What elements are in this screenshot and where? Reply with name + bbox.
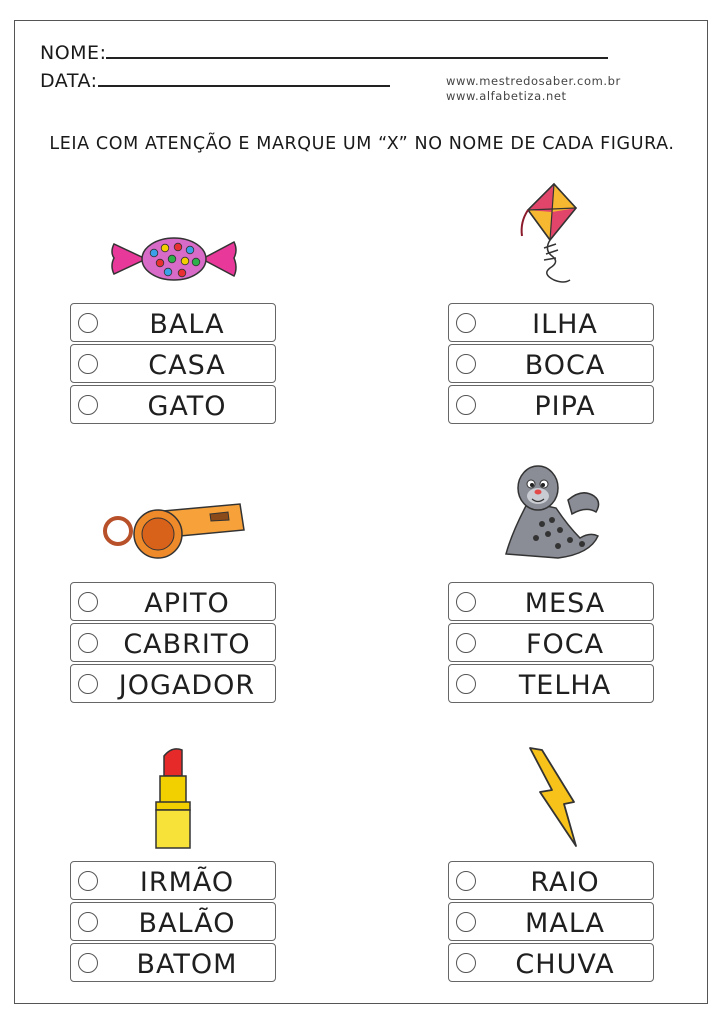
options-seal: [448, 582, 654, 705]
radio-circle[interactable]: [78, 633, 98, 653]
option-label: BOCA: [524, 350, 606, 381]
instruction-text: LEIA COM ATENÇÃO E MARQUE UM “X” NO NOME DE CADA FIGURA.: [49, 134, 675, 154]
radio-circle[interactable]: [78, 354, 98, 374]
radio-circle[interactable]: [78, 871, 98, 891]
option-label: BATOM: [136, 949, 238, 980]
radio-circle[interactable]: [456, 313, 476, 333]
radio-circle[interactable]: [456, 592, 476, 612]
radio-circle[interactable]: [78, 395, 98, 415]
option-label: FOCA: [525, 629, 605, 660]
option-row[interactable]: [70, 623, 276, 662]
radio-circle[interactable]: [456, 395, 476, 415]
option-row[interactable]: [70, 943, 276, 982]
radio-circle[interactable]: [78, 674, 98, 694]
site-url-1: www.mestredosaber.com.br: [446, 74, 621, 88]
radio-circle[interactable]: [456, 953, 476, 973]
radio-circle[interactable]: [456, 871, 476, 891]
name-row: [40, 42, 608, 64]
option-label: CABRITO: [123, 629, 251, 660]
option-label: CASA: [148, 350, 226, 381]
date-label: DATA:: [40, 70, 98, 92]
site-url-2: www.alfabetiza.net: [446, 89, 567, 103]
option-label: PIPA: [534, 391, 596, 422]
option-row[interactable]: [448, 385, 654, 424]
name-field[interactable]: [106, 57, 608, 59]
option-row[interactable]: [448, 582, 654, 621]
options-lightning: [448, 861, 654, 984]
options-candy: [70, 303, 276, 426]
radio-circle[interactable]: [78, 313, 98, 333]
option-row[interactable]: [448, 303, 654, 342]
option-row[interactable]: [70, 385, 276, 424]
radio-circle[interactable]: [78, 953, 98, 973]
option-label: RAIO: [530, 867, 600, 898]
option-label: MALA: [525, 908, 605, 939]
radio-circle[interactable]: [78, 912, 98, 932]
name-label: NOME:: [40, 42, 107, 64]
kite-image: [514, 180, 588, 290]
radio-circle[interactable]: [456, 354, 476, 374]
lipstick-image: [150, 746, 196, 850]
option-row[interactable]: [70, 344, 276, 383]
option-label: BALÃO: [138, 908, 236, 939]
radio-circle[interactable]: [78, 592, 98, 612]
option-label: BALA: [149, 309, 225, 340]
lightning-image: [518, 746, 580, 850]
date-field[interactable]: [98, 85, 390, 87]
whistle-image: [100, 490, 246, 562]
seal-image: [498, 462, 604, 564]
option-row[interactable]: [448, 623, 654, 662]
option-row[interactable]: [448, 344, 654, 383]
option-row[interactable]: [448, 664, 654, 703]
radio-circle[interactable]: [456, 912, 476, 932]
options-lipstick: [70, 861, 276, 984]
option-label: CHUVA: [515, 949, 615, 980]
option-row[interactable]: [70, 902, 276, 941]
option-row[interactable]: [70, 582, 276, 621]
option-label: APITO: [144, 588, 230, 619]
option-row[interactable]: [448, 902, 654, 941]
option-label: TELHA: [518, 670, 612, 701]
candy-image: [108, 228, 240, 290]
option-row[interactable]: [70, 861, 276, 900]
option-label: GATO: [147, 391, 227, 422]
option-label: ILHA: [532, 309, 598, 340]
option-row[interactable]: [70, 664, 276, 703]
option-label: IRMÃO: [139, 867, 235, 898]
date-row: [40, 70, 390, 92]
radio-circle[interactable]: [456, 633, 476, 653]
option-label: MESA: [524, 588, 606, 619]
option-row[interactable]: [70, 303, 276, 342]
option-row[interactable]: [448, 943, 654, 982]
option-label: JOGADOR: [118, 670, 256, 701]
option-row[interactable]: [448, 861, 654, 900]
radio-circle[interactable]: [456, 674, 476, 694]
options-kite: [448, 303, 654, 426]
options-whistle: [70, 582, 276, 705]
